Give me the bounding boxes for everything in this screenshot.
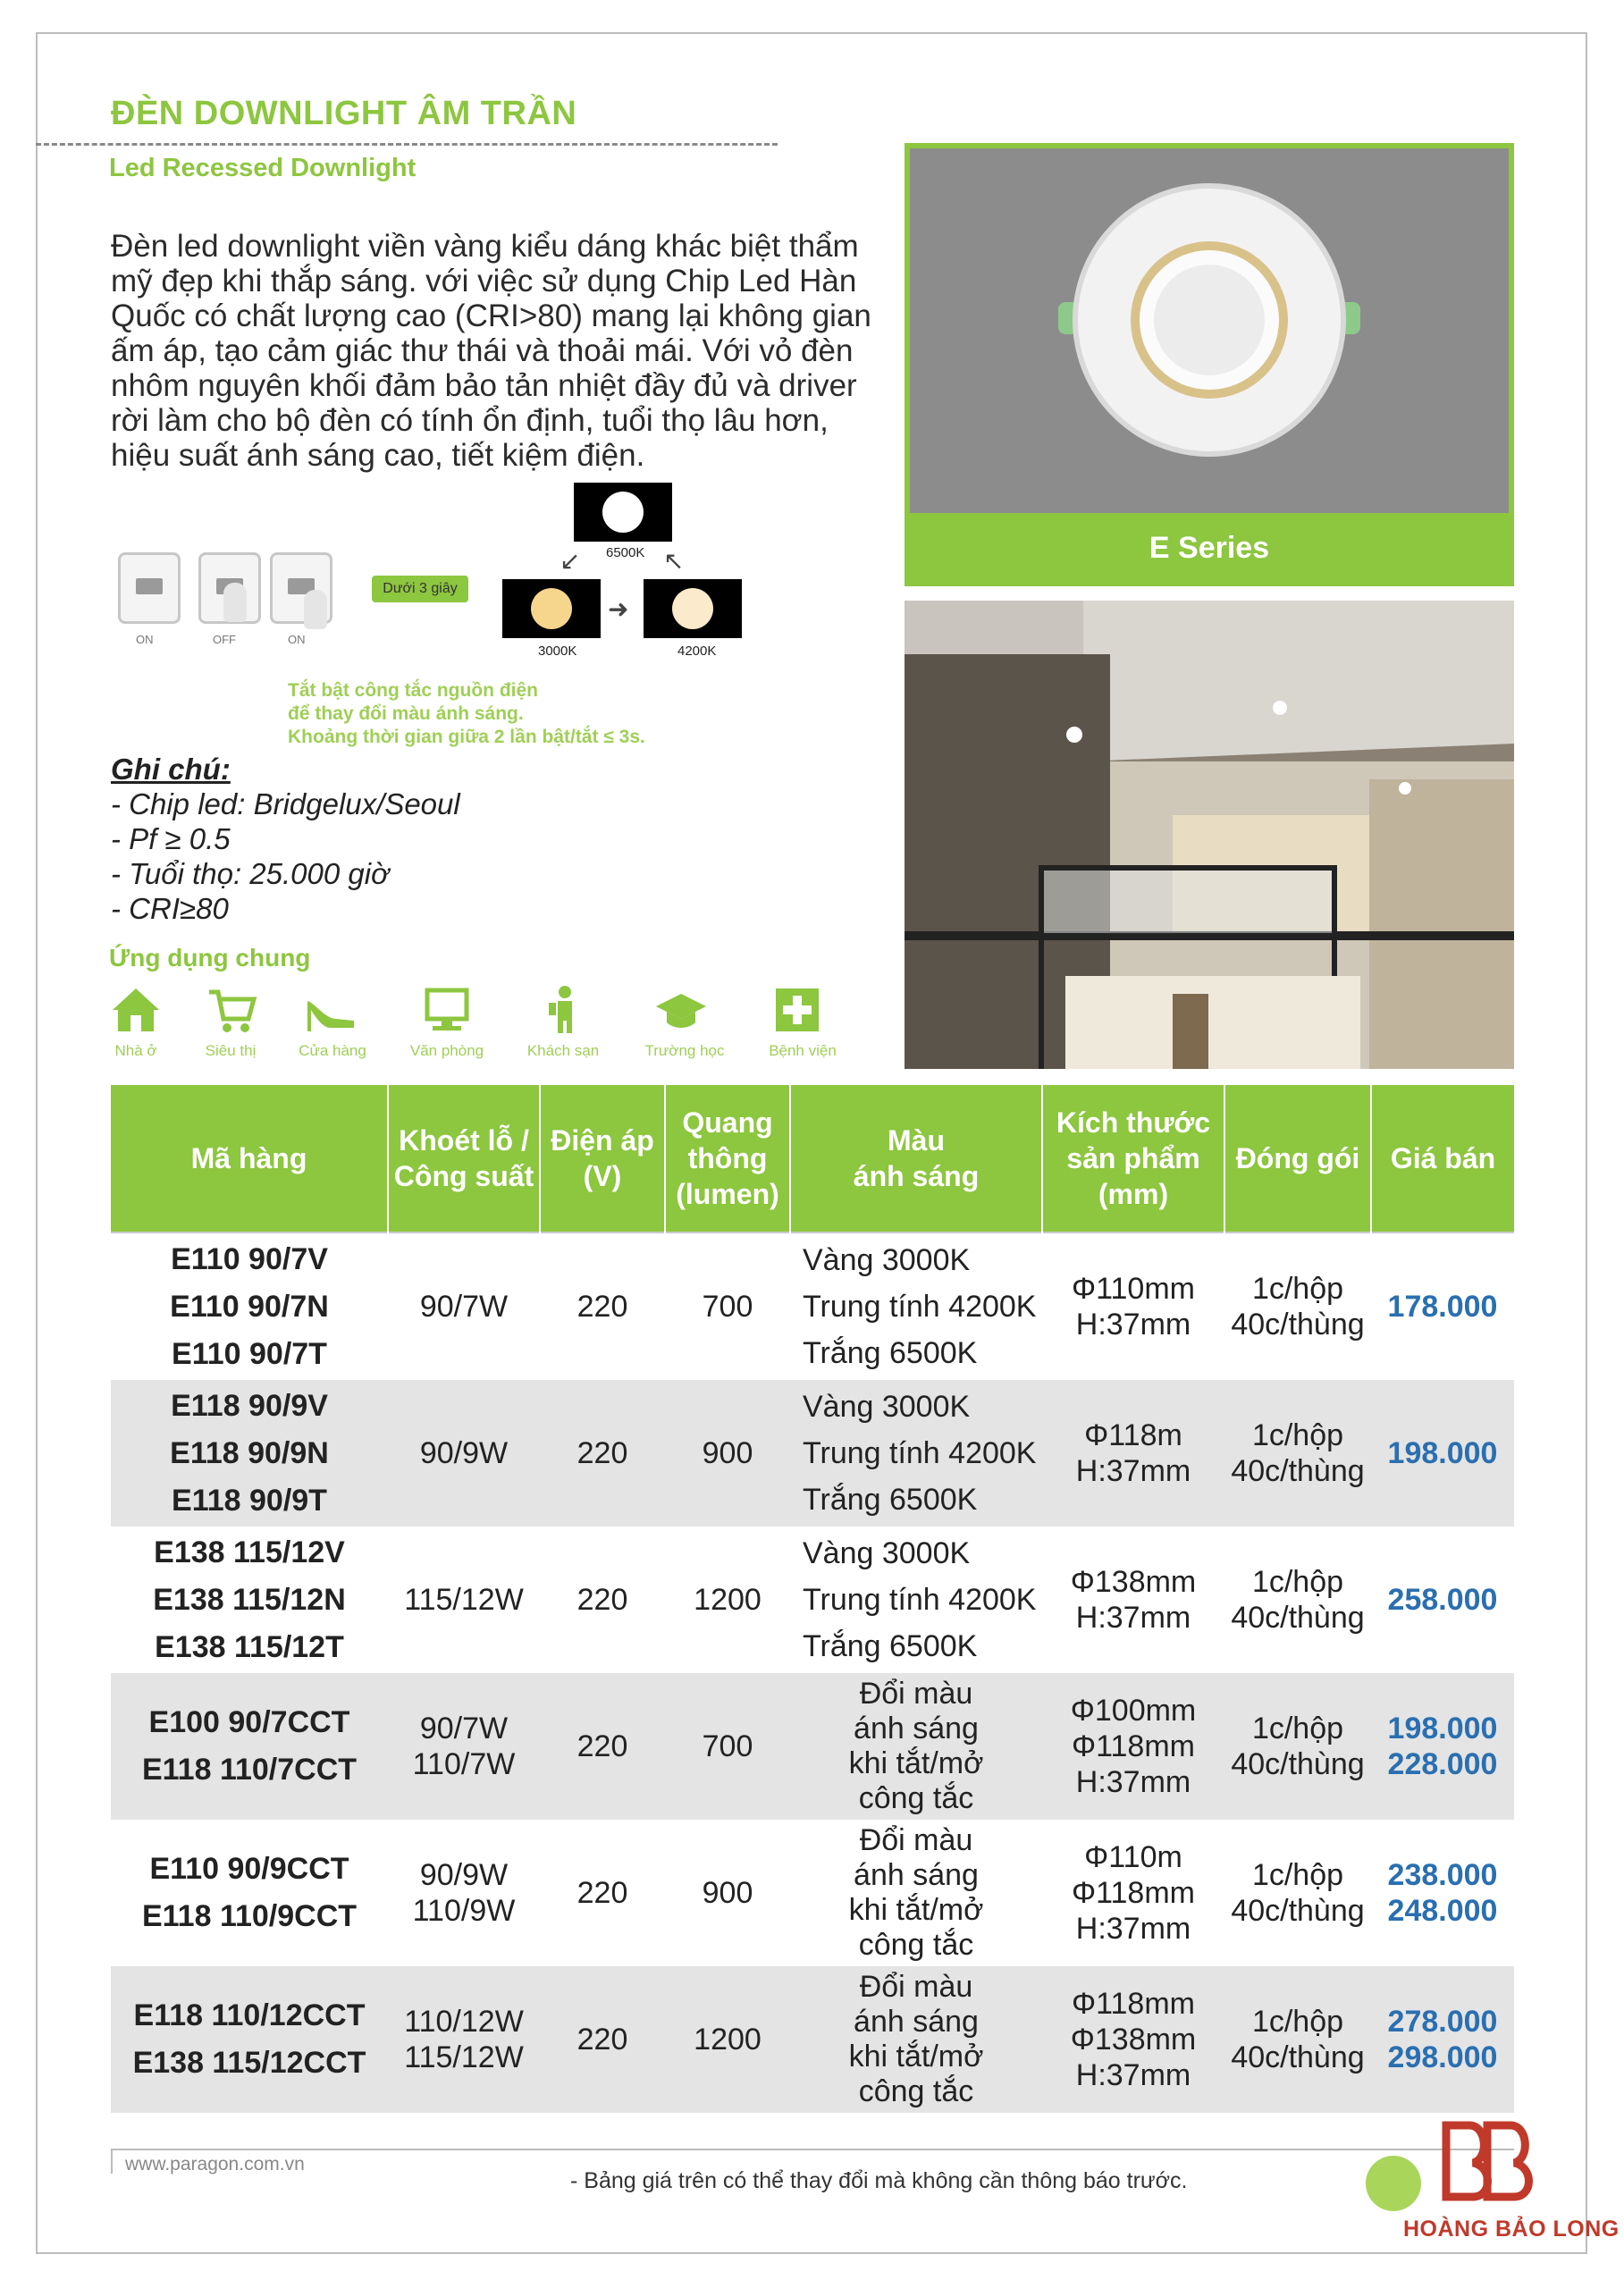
downlight-product-icon [910,148,1509,513]
color-value: ánh sáng [854,2005,979,2039]
cct-4200-swatch [644,579,742,638]
cell-codes [111,1232,388,1380]
cell-colors [790,1673,1042,1820]
note-item: - Pf ≥ 0.5 [111,822,231,855]
app-label-shop: Cửa hàng [299,1042,366,1059]
header-price: Giá bán [1371,1085,1514,1232]
color-value: Vàng 3000K [803,1243,971,1277]
cell-voltage: 220 [540,1673,665,1820]
price-value: 198.000 [1387,1712,1498,1745]
pack-value: 40c/thùng [1231,2040,1365,2074]
header-voltage [540,1085,665,1232]
size-value: Φ110mm [1072,1272,1195,1306]
cell-codes [111,1820,388,1966]
size-value: H:37mm [1075,1308,1191,1342]
pack-value: 40c/thùng [1231,1308,1365,1342]
product-code: E110 90/7T [172,1336,327,1371]
app-label-hospital: Bệnh viện [769,1042,837,1059]
cell-size [1042,1232,1224,1380]
cell-power [388,1232,540,1380]
interior-scene-image [905,601,1514,1069]
cct-6500-swatch [574,483,672,542]
size-value: H:37mm [1075,1601,1191,1635]
size-value: Φ118m [1084,1418,1182,1452]
color-value: khi tắt/mở [848,1893,984,1927]
cell-size [1042,1527,1224,1673]
lighting-logo-text: La [1391,2161,1415,2185]
color-value: Đổi màu [859,1970,973,2004]
color-value: khi tắt/mở [848,1746,984,1780]
cell-voltage: 220 [540,1966,665,2113]
cell-price [1371,1527,1514,1673]
header-line: ánh sáng [853,1160,980,1192]
bellboy-icon [538,983,592,1037]
series-label: E Series [1149,531,1270,565]
cell-price [1371,1380,1514,1527]
color-value: ánh sáng [854,1858,979,1892]
product-code: E110 90/7N [170,1289,329,1324]
pack-value: 40c/thùng [1231,1747,1365,1781]
color-value: công tắc [858,1781,974,1815]
cell-voltage: 220 [576,1583,628,1617]
cell-price [1371,1820,1514,1966]
cell-packing [1224,1673,1371,1820]
cell-lumen: 700 [665,1673,790,1820]
cell-voltage: 220 [540,1380,665,1527]
arrow-right-icon: ➜ [608,595,629,623]
header-line: (V) [583,1160,622,1192]
product-code: E118 110/12CCT [133,1998,366,2032]
color-value: Trắng 6500K [803,1483,978,1517]
graduation-cap-icon [654,983,708,1037]
medical-cross-icon [770,983,824,1037]
app-label-home: Nhà ở [114,1042,157,1059]
header-line: Quang [682,1106,773,1139]
cell-size [1042,1966,1224,2113]
color-value: khi tắt/mở [848,2040,984,2074]
power-value: 90/7W [419,1290,509,1324]
product-code: E138 115/12CCT [132,2046,366,2080]
pack-value: 40c/thùng [1231,1894,1365,1928]
page-title: ĐÈN DOWNLIGHT ÂM TRẦN [111,95,577,132]
product-code: E118 110/7CCT [141,1753,358,1787]
hoang-bao-long-logo-icon [1428,2116,1550,2215]
table-row [111,1966,1514,2113]
table-header-row [111,1085,1514,1232]
cct-instruction [288,679,645,749]
cct-4200-label: 4200K [677,644,717,659]
switch-label: ON [136,633,154,646]
product-code: E118 110/9CCT [141,1899,358,1933]
cell-voltage: 220 [576,1876,628,1910]
cell-price [1371,1966,1514,2113]
applications-heading: Ứng dụng chung [109,944,311,972]
color-value: Trắng 6500K [803,1629,978,1663]
cell-power [388,1527,540,1673]
pack-value: 40c/thùng [1231,1454,1365,1488]
size-value: Φ138mm [1070,1565,1197,1599]
power-value: 110/9W [412,1894,516,1928]
cell-colors [790,1527,1042,1673]
app-label-school: Trường học [644,1042,725,1059]
app-label-office: Văn phòng [409,1042,484,1059]
size-value: H:37mm [1075,2058,1191,2092]
brand-name: HOÀNG BẢO LONG [1403,2216,1620,2242]
price-value: 278.000 [1387,2005,1498,2039]
color-value: công tắc [858,1928,974,1962]
price-value: 178.000 [1387,1290,1498,1324]
size-value: H:37mm [1075,1454,1191,1488]
product-image-panel [905,143,1514,586]
cell-codes [111,1673,388,1820]
timer-badge: Dưới 3 giây [372,576,468,602]
price-value: 198.000 [1387,1436,1498,1470]
switch-label: ON [288,633,306,646]
cell-packing [1224,1966,1371,2113]
product-code: E110 90/9CCT [149,1852,349,1886]
pack-value: 1c/hộp [1251,2005,1344,2039]
header-cutout-power [388,1085,540,1232]
product-code: E138 115/12T [155,1629,344,1664]
product-code: E138 115/12N [153,1582,346,1617]
table-row [111,1380,1514,1527]
note-item: - Chip led: Bridgelux/Seoul [111,787,460,820]
power-value: 90/9W [419,1436,509,1470]
color-value: Trung tính 4200K [803,1436,1037,1470]
power-value: 90/9W [419,1858,509,1892]
light-dot-icon [531,588,572,629]
price-disclaimer: - Bảng giá trên có thể thay đổi mà không cần thông báo trước. [570,2168,1188,2193]
cell-lumen: 700 [665,1232,790,1380]
size-value: H:37mm [1075,1765,1191,1799]
cell-power [388,1380,540,1527]
cct-3000-swatch [502,579,601,638]
footer-divider [111,2149,1514,2150]
cct-instruction-line: Tắt bật công tắc nguồn điện [288,680,538,701]
header-line: Kích thước [1056,1106,1211,1139]
header-lumen [665,1085,790,1232]
cell-lumen: 900 [665,1380,790,1527]
table-row [111,1673,1514,1820]
price-value: 258.000 [1387,1583,1498,1617]
product-description: Đèn led downlight viền vàng kiểu dáng khác biệt thẩm mỹ đẹp khi thắp sáng. với việc sử dụng Chip Led Hàn Quốc có chất lượng cao (CRI>80) mang lại không gian ấm áp, tạo cảm giác thư thái và thoải mái. Với vỏ đèn nhôm nguyên khối đảm bảo tản nhiệt đầy đủ và driver rời làm cho bộ đèn có tính ổn định, tuổi thọ lâu hơn, hiệu suất ánh sáng cao, tiết kiệm điện. [111,229,871,473]
cell-packing [1224,1527,1371,1673]
cell-price [1371,1673,1514,1820]
product-code: E118 90/9T [172,1483,327,1518]
table-row [111,1232,1514,1380]
pack-value: 1c/hộp [1251,1858,1344,1892]
app-label-supermarket: Siêu thị [205,1042,257,1059]
size-value: Φ118mm [1072,1987,1195,2021]
table-row [111,1820,1514,1966]
page-subtitle: Led Recessed Downlight [109,154,417,182]
table-row [111,1527,1514,1673]
header-line: Màu [888,1124,945,1157]
cct-instruction-line: Khoảng thời gian giữa 2 lần bật/tắt ≤ 3s. [288,727,645,747]
color-value: công tắc [858,2074,974,2108]
wall-switch-icon [118,552,181,624]
notes-heading: Ghi chú: [111,753,231,786]
header-size [1042,1085,1224,1232]
price-table [111,1085,1514,2113]
cell-power [388,1820,540,1966]
product-code: E118 90/9N [170,1435,329,1470]
color-value: Trung tính 4200K [803,1583,1037,1617]
price-value: 298.000 [1387,2040,1498,2074]
cell-size [1042,1820,1224,1966]
power-value: 115/12W [404,2040,524,2074]
note-item: - Tuổi thọ: 25.000 giờ [111,857,390,890]
light-dot-icon [602,492,644,533]
pack-value: 1c/hộp [1251,1272,1344,1306]
product-photo [910,148,1509,513]
cct-3000-label: 3000K [538,644,577,659]
price-value: 248.000 [1387,1894,1498,1928]
header-code: Mã hàng [111,1085,388,1232]
cell-lumen: 900 [702,1876,753,1910]
color-value: Vàng 3000K [803,1390,971,1424]
header-line: Công suất [393,1160,534,1192]
hand-icon [304,590,327,629]
size-value: Φ118mm [1072,1729,1195,1763]
arrow-up-left-icon: ↖ [663,547,685,575]
hand-icon [223,583,247,622]
cell-codes [111,1966,388,2113]
header-line: (mm) [1098,1178,1169,1210]
cell-packing [1224,1232,1371,1380]
product-code: E138 115/12V [154,1535,345,1569]
pack-value: 40c/thùng [1231,1601,1365,1635]
computer-icon [420,983,474,1037]
cct-6500-label: 6500K [606,545,645,560]
cell-lumen: 1200 [665,1966,790,2113]
product-code: E100 90/7CCT [148,1705,350,1739]
color-value: Trắng 6500K [803,1336,978,1370]
color-value: ánh sáng [854,1712,979,1745]
cell-power [388,1966,540,2113]
header-line: Điện áp [551,1124,654,1157]
cell-packing [1224,1380,1371,1527]
title-divider [36,143,778,146]
power-value: 115/12W [404,1583,524,1617]
size-value: Φ118mm [1072,1876,1195,1910]
note-item: - CRI≥80 [111,892,229,925]
cell-codes [111,1380,388,1527]
size-value: Φ138mm [1070,2023,1197,2057]
cell-colors [790,1820,1042,1966]
header-light-color [790,1085,1042,1232]
size-value: Φ110m [1084,1840,1182,1874]
size-value: H:37mm [1075,1912,1191,1946]
pack-value: 1c/hộp [1251,1565,1344,1599]
price-value: 238.000 [1387,1858,1498,1892]
cell-colors [790,1380,1042,1527]
high-heel-icon [304,983,358,1037]
cct-instruction-line: để thay đổi màu ánh sáng. [288,703,524,724]
size-value: Φ100mm [1070,1694,1197,1728]
price-value: 228.000 [1387,1747,1498,1781]
product-code: E110 90/7V [171,1241,328,1276]
cell-power [388,1673,540,1820]
power-value: 110/7W [412,1747,516,1781]
notes-list [111,786,460,926]
footer-divider-tick [111,2149,113,2174]
product-code: E118 90/9V [171,1388,328,1423]
header-line: Khoét lỗ / [399,1124,529,1157]
cell-colors [790,1232,1042,1380]
cell-voltage: 220 [540,1232,665,1380]
power-value: 110/12W [404,2005,524,2039]
switch-label: OFF [213,633,236,646]
color-value: Trung tính 4200K [803,1290,1037,1324]
pack-value: 1c/hộp [1251,1712,1344,1745]
cell-colors [790,1966,1042,2113]
header-line: sản phẩm [1066,1142,1200,1174]
cell-size [1042,1673,1224,1820]
header-line: (lumen) [676,1178,779,1210]
interior-photo [905,601,1514,1069]
light-dot-icon [672,588,713,629]
cell-lumen: 1200 [694,1583,762,1617]
header-packing: Đóng gói [1224,1085,1371,1232]
cart-icon [206,983,259,1037]
cell-packing [1224,1820,1371,1966]
color-value: Vàng 3000K [803,1536,971,1570]
app-label-hotel: Khách sạn [526,1042,600,1059]
header-line: thông [687,1142,768,1174]
website-link[interactable]: www.paragon.com.vn [125,2154,305,2174]
cell-codes [111,1527,388,1673]
cell-size [1042,1380,1224,1527]
power-value: 90/7W [419,1712,509,1745]
arrow-down-left-icon: ↙ [560,547,581,575]
cell-price [1371,1232,1514,1380]
color-value: Đổi màu [859,1677,973,1711]
house-icon [109,983,163,1037]
color-value: Đổi màu [859,1823,973,1857]
pack-value: 1c/hộp [1251,1418,1344,1452]
